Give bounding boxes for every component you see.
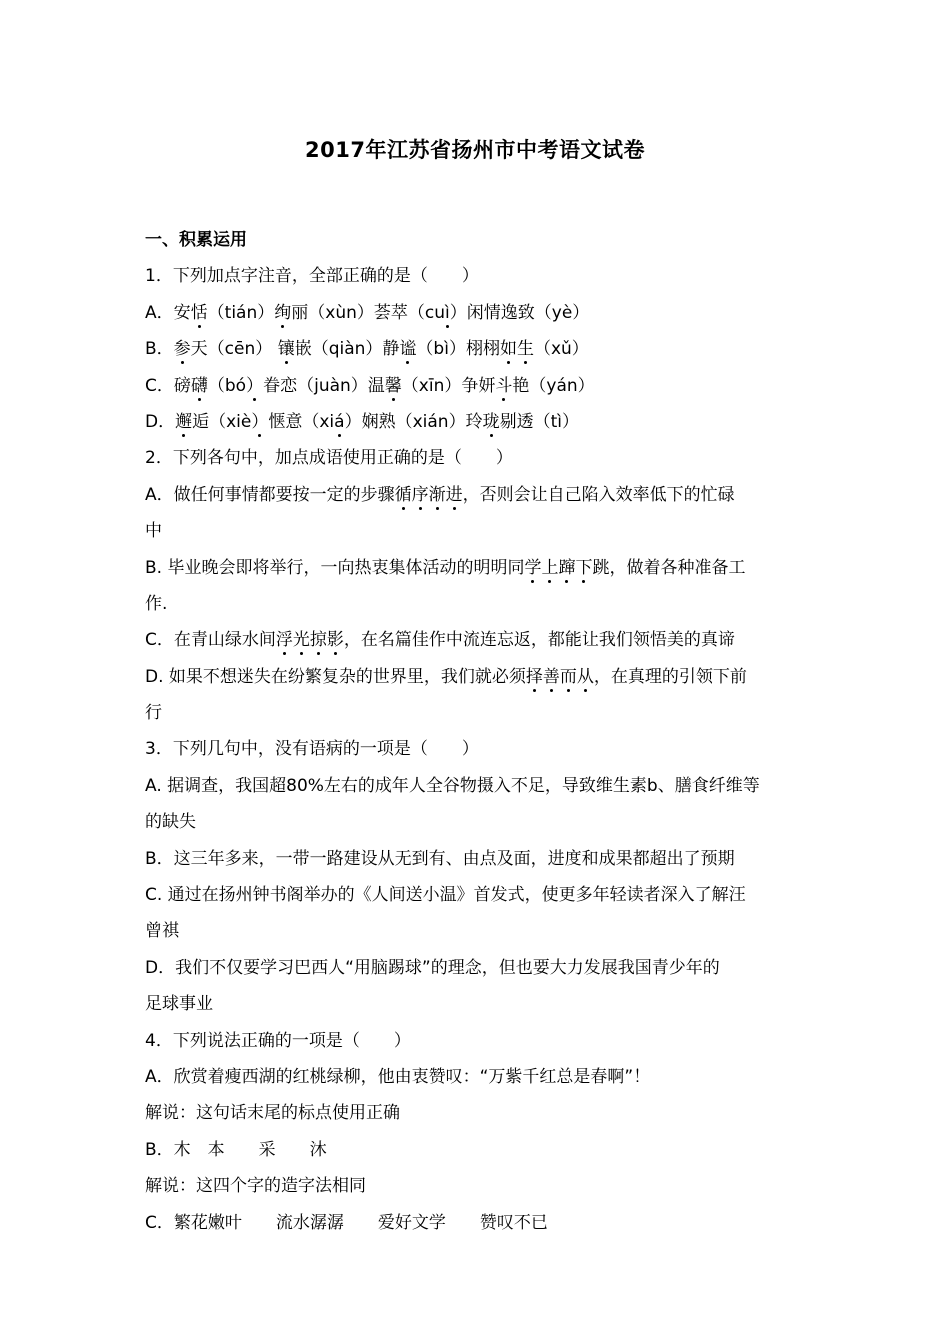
emphasis-char: 光 — [292, 630, 310, 651]
emphasis-char: 善 — [542, 666, 560, 687]
question-4-stem: 4．下列说法正确的一项是（ ） — [145, 1030, 411, 1051]
emphasis-char: 掠 — [309, 630, 327, 651]
question-2-option-d-cont: 行 — [145, 703, 162, 724]
emphasis-char: 如 — [499, 339, 517, 360]
question-4-option-c: C．繁花嫩叶 流水潺潺 爱好文学 赞叹不已 — [145, 1212, 548, 1233]
emphasis-char: 斗 — [495, 375, 513, 396]
emphasis-char: 绚 — [274, 302, 292, 323]
emphasis-char: 下 — [575, 557, 593, 578]
emphasis-char: 择 — [525, 666, 543, 687]
question-3-option-d: D．我们不仅要学习巴西人“用脑踢球”的理念，但也要大力发展我国青少年的 — [145, 957, 720, 978]
question-1-stem: 1．下列加点字注音，全部正确的是（ ） — [145, 266, 479, 287]
question-4-explanation-b: 解说：这四个字的造字法相同 — [145, 1176, 366, 1197]
emphasis-char: 蹿 — [558, 557, 576, 578]
emphasis-char: 谧 — [399, 339, 417, 360]
question-3-option-d-cont: 足球事业 — [145, 994, 213, 1015]
question-3-option-a: A. 据调查，我国超80%左右的成年人全谷物摄入不足，导致维生素b、膳食纤维等 — [145, 775, 760, 796]
emphasis-char: 从 — [576, 666, 594, 687]
emphasis-char: 进 — [445, 484, 463, 505]
question-3-option-c-cont: 曾祺 — [145, 921, 179, 942]
question-2-option-d: D. 如果不想迷失在纷繁复杂的世界里，我们就必须择善而从，在真理的引领下前 — [145, 666, 747, 687]
question-3-option-b: B．这三年多来，一带一路建设从无到有、由点及面，进度和成果都超出了预期 — [145, 848, 735, 869]
emphasis-char: 浮 — [275, 630, 293, 651]
emphasis-char: 序 — [411, 484, 429, 505]
emphasis-char: 影 — [326, 630, 344, 651]
exam-content — [145, 222, 815, 1241]
question-3-stem: 3．下列几句中，没有语病的一项是（ ） — [145, 739, 479, 760]
emphasis-char: 上 — [541, 557, 559, 578]
emphasis-char: 学 — [524, 557, 542, 578]
question-1-option-a: A．安恬（tián）绚丽（xùn）荟萃（cuì）闲情逸致（yè） — [145, 302, 590, 323]
emphasis-char: 邂 — [175, 411, 193, 432]
question-3-option-c: C. 通过在扬州钟书阁举办的《人间送小温》首发式，使更多年轻读者深入了解汪 — [145, 885, 746, 906]
question-4-option-a: A．欣赏着瘦西湖的红桃绿柳，他由衷赞叹：“万紫千红总是春啊”！ — [145, 1066, 651, 1087]
emphasis-char: 礴 — [190, 375, 208, 396]
question-2-option-c: C．在青山绿水间浮光掠影，在名篇佳作中流连忘返，都能让我们领悟美的真谛 — [145, 630, 735, 651]
emphasis-char: á — [334, 411, 345, 432]
emphasis-char: 珑 — [482, 411, 500, 432]
section-heading: 一、积累运用 — [145, 230, 247, 250]
emphasis-char: 而 — [559, 666, 577, 687]
emphasis-char: 生 — [516, 339, 534, 360]
question-2-stem: 2．下列各句中，加点成语使用正确的是（ ） — [145, 448, 513, 469]
question-1-option-d: D．邂逅（xiè）惬意（xiá）娴熟（xián）玲珑剔透（tì） — [145, 411, 579, 432]
emphasis-char: ì — [445, 302, 450, 323]
emphasis-char: 参 — [173, 339, 191, 360]
emphasis-char: 馨 — [384, 375, 402, 396]
emphasis-char: ） — [246, 375, 264, 396]
question-2-option-b-cont: 作. — [145, 593, 168, 614]
page-title: 2017年江苏省扬州市中考语文试卷 — [305, 138, 645, 162]
question-3-option-a-cont: 的缺失 — [145, 812, 196, 833]
emphasis-char: 循 — [394, 484, 412, 505]
emphasis-char: 镶 — [277, 339, 295, 360]
question-2-option-b: B. 毕业晚会即将举行，一向热衷集体活动的明明同学上蹿下跳，做着各种准备工 — [145, 557, 746, 578]
emphasis-char: 恬 — [190, 302, 208, 323]
question-2-option-a: A．做任何事情都要按一定的步骤循序渐进，否则会让自己陷入效率低下的忙碌 — [145, 484, 735, 505]
question-4-explanation-a: 解说：这句话末尾的标点使用正确 — [145, 1103, 400, 1124]
question-2-option-a-cont: 中 — [145, 521, 162, 542]
question-1-option-b: B．参天（cēn） 镶嵌（qiàn）静谧（bì）栩栩如生（xǔ） — [145, 339, 589, 360]
emphasis-char: ） — [251, 411, 269, 432]
emphasis-char: 渐 — [428, 484, 446, 505]
question-1-option-c: C．磅礴（bó）眷恋（juàn）温馨（xīn）争妍斗艳（yán） — [145, 375, 595, 396]
question-4-option-b: B．木 本 采 沐 — [145, 1139, 327, 1160]
